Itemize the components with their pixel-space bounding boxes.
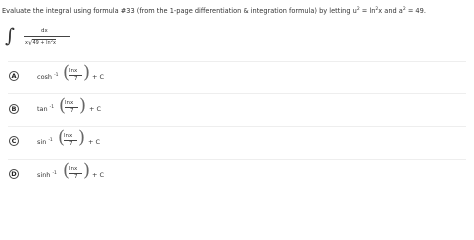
function-name	[37, 73, 59, 81]
right-paren: )	[83, 160, 91, 181]
inverse-exponent: -1	[48, 138, 53, 143]
left-paren: (	[58, 127, 66, 148]
exponent: 2	[375, 7, 379, 12]
left-paren: (	[63, 160, 71, 181]
right-paren: )	[83, 62, 91, 83]
option-divider	[8, 159, 466, 160]
argument-denominator: 7	[70, 108, 74, 114]
integral-sign: ∫	[5, 25, 15, 47]
left-paren: (	[59, 95, 67, 116]
left-paren: (	[63, 62, 71, 83]
question-text	[2, 7, 426, 15]
option-letter-badge[interactable]: A	[9, 71, 19, 81]
right-paren: )	[78, 127, 86, 148]
den-x: x	[25, 40, 28, 46]
answer-option-a[interactable]	[0, 61, 474, 97]
exponent: 2	[402, 7, 406, 12]
radicand	[32, 39, 56, 46]
question-text-part: = 49.	[405, 7, 426, 15]
integral-expression	[5, 25, 85, 51]
option-letter-badge[interactable]: D	[9, 169, 19, 179]
option-divider	[8, 61, 466, 62]
constant-term: + C	[92, 171, 105, 179]
argument-denominator: 7	[69, 141, 73, 147]
function-name	[37, 171, 57, 179]
argument-numerator: lnx	[69, 166, 78, 172]
answer-option-d[interactable]	[0, 159, 474, 195]
function-name	[37, 138, 53, 146]
function-name	[37, 105, 54, 113]
fraction-bar	[24, 36, 70, 37]
radicand-tail: x	[52, 40, 56, 46]
argument-denominator: 7	[74, 174, 78, 180]
argument-denominator: 7	[74, 76, 78, 82]
function-label: sinh	[37, 171, 51, 179]
exponent: 2	[356, 7, 360, 12]
argument-numerator: lnx	[64, 133, 73, 139]
answer-option-c[interactable]	[0, 126, 474, 162]
integral-denominator	[25, 38, 56, 46]
option-letter-badge[interactable]: C	[9, 136, 19, 146]
inverse-exponent: -1	[52, 171, 57, 176]
inverse-exponent: -1	[54, 73, 59, 78]
exponent: 2	[50, 39, 53, 43]
function-label: tan	[37, 105, 48, 113]
right-paren: )	[79, 95, 87, 116]
argument-numerator: lnx	[69, 68, 78, 74]
option-letter-badge[interactable]: B	[9, 104, 19, 114]
integral-numerator: dx	[41, 28, 48, 34]
sqrt-symbol: √	[27, 39, 33, 47]
constant-term: + C	[88, 138, 101, 146]
question-text-part: x and a	[378, 7, 403, 15]
answer-option-b[interactable]	[0, 93, 474, 129]
question-text-part: = ln	[359, 7, 376, 15]
argument-numerator: lnx	[65, 100, 74, 106]
radicand-text: 49 + ln	[32, 40, 51, 46]
option-divider	[8, 93, 466, 94]
function-label: cosh	[37, 73, 53, 81]
inverse-exponent: -1	[49, 105, 55, 110]
question-text-part: Evaluate the integral using formula #33 (from the 1-page differentiation & integration formula) by letting u	[2, 7, 357, 15]
option-divider	[8, 126, 466, 127]
constant-term: + C	[89, 105, 102, 113]
function-label: sin	[37, 138, 47, 146]
constant-term: + C	[92, 73, 105, 81]
